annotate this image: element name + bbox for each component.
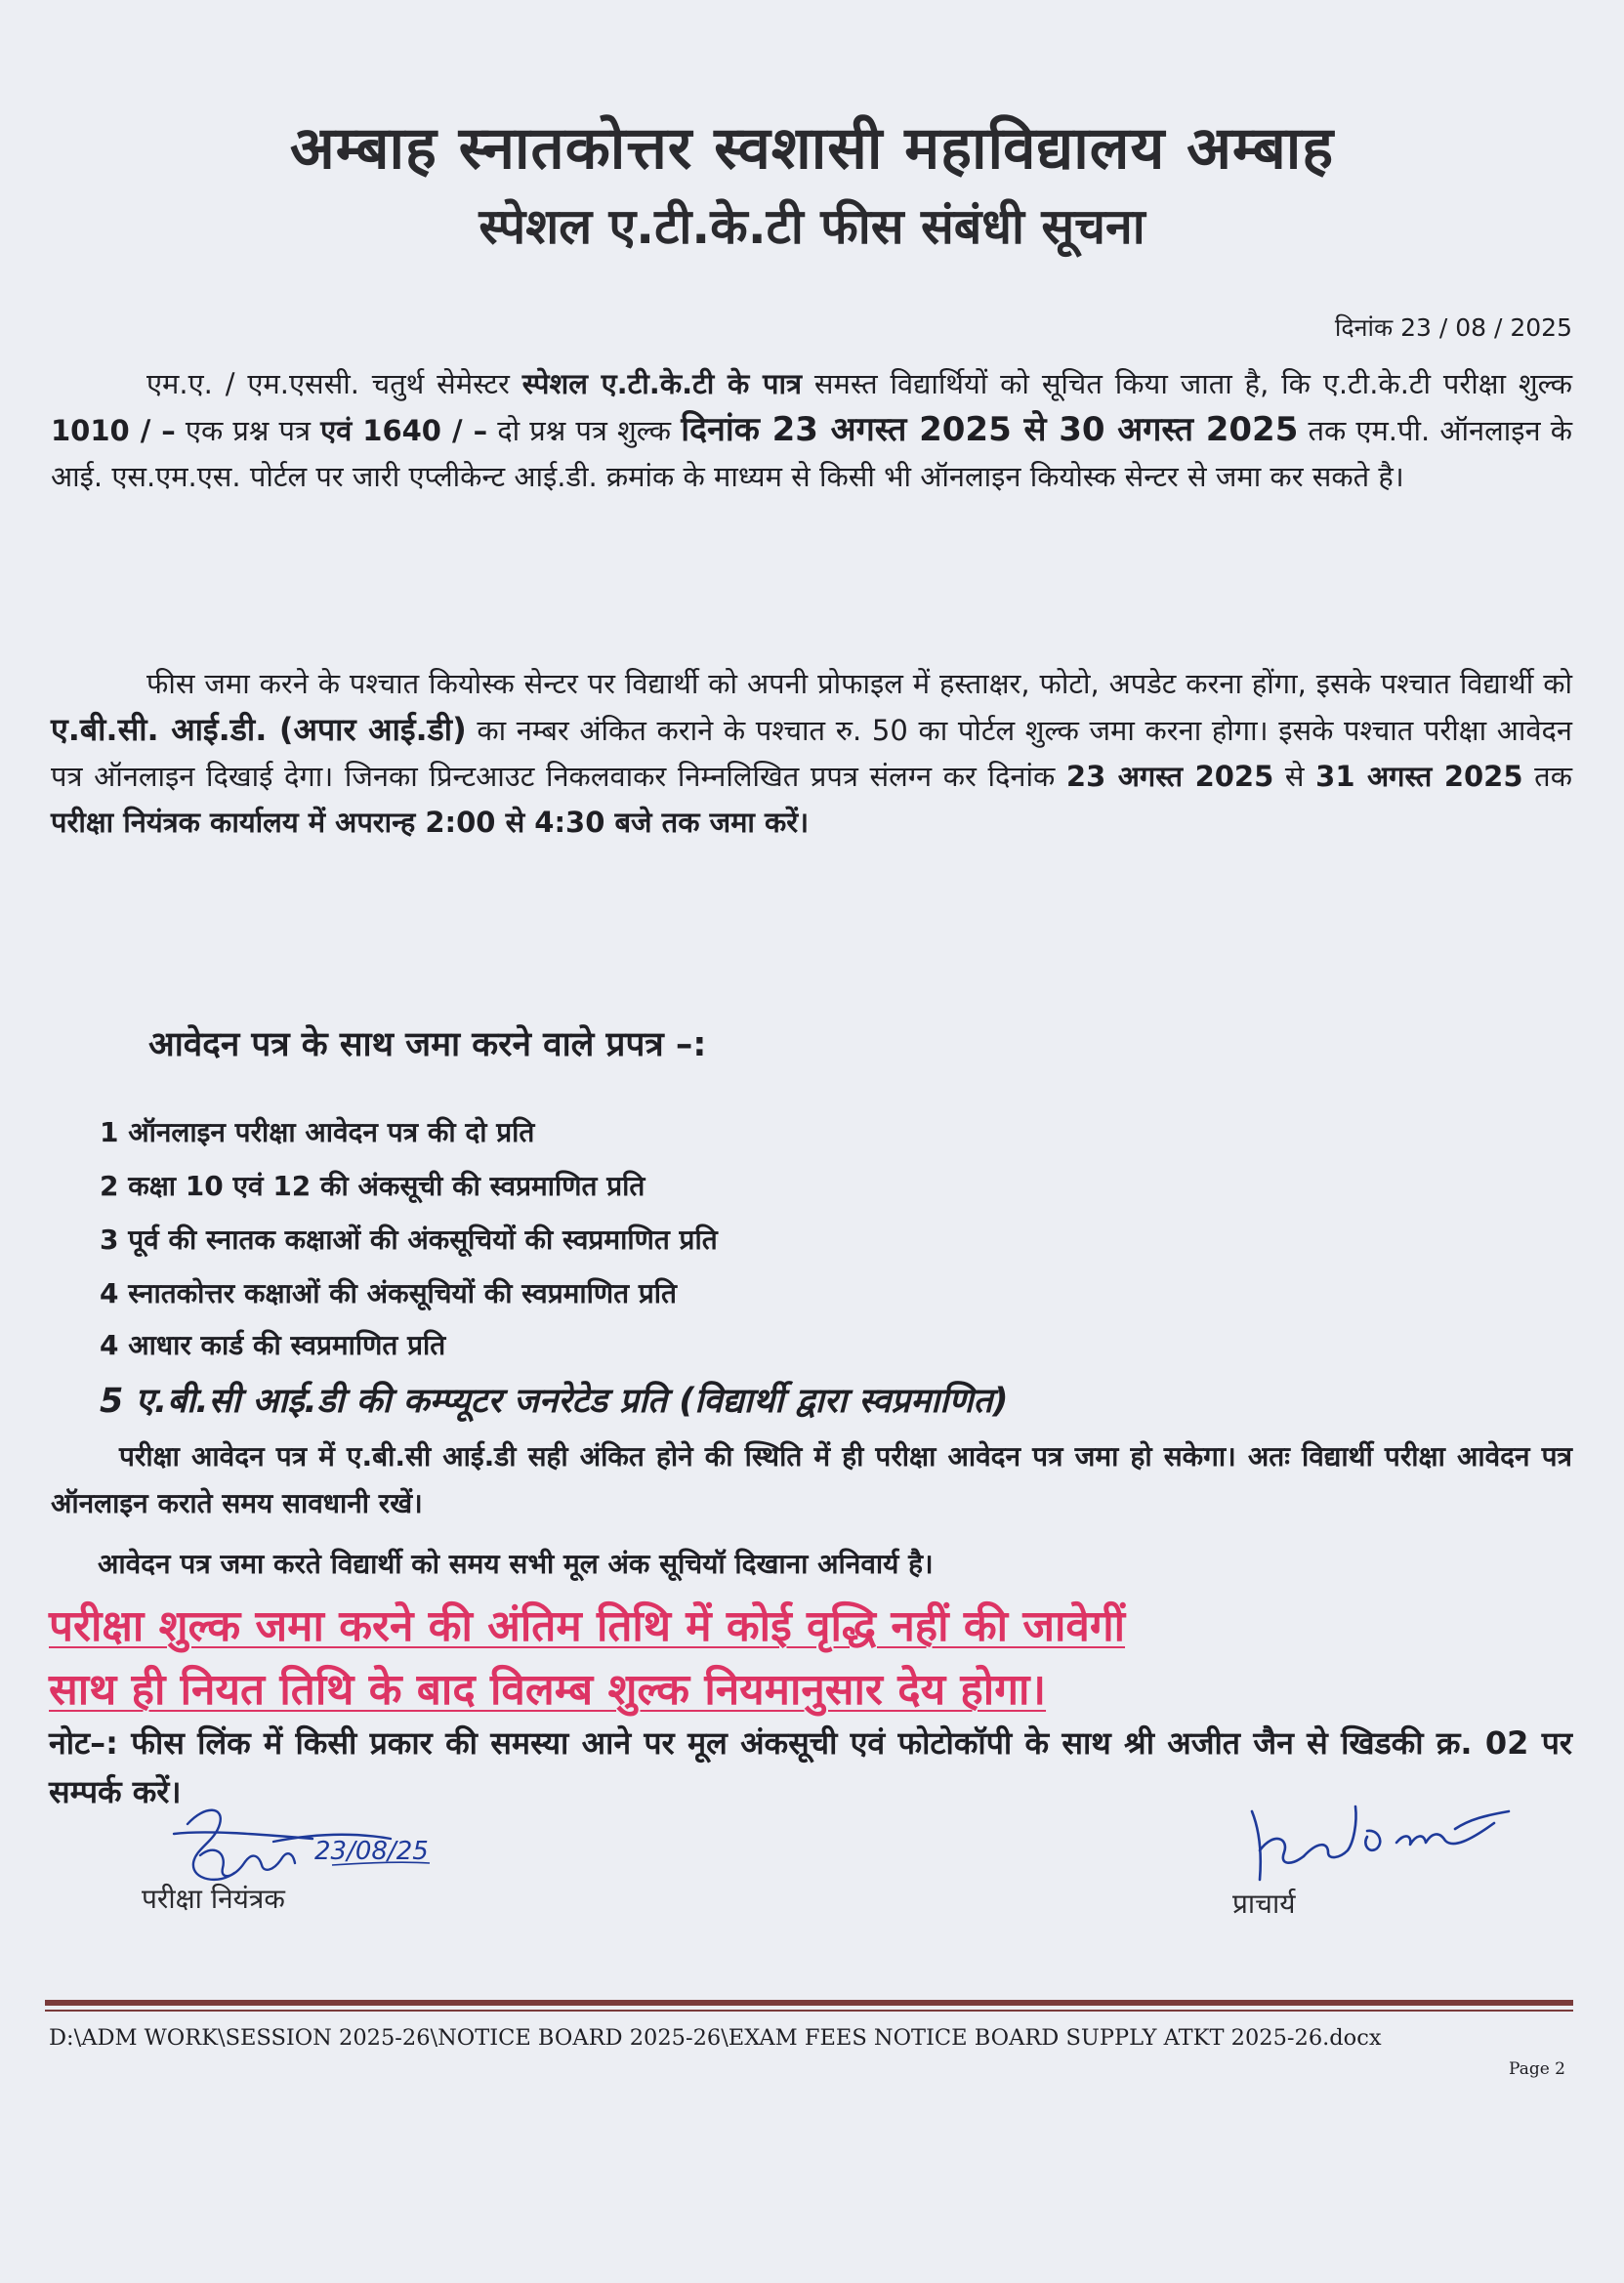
college-name: अम्बाह स्नातकोत्तर स्वशासी महाविद्यालय अम्बाह xyxy=(289,114,1335,183)
note: नोट–: फीस लिंक में किसी प्रकार की समस्या आने पर मूल अंकसूची एवं फोटोकॉपी के साथ श्री अजीत जैन से खिडकी क्र. 02 पर सम्पर्क करें। xyxy=(49,1724,1572,1810)
text-run: समस्त विद्यार्थियों को सूचित किया जाता है, कि ए.टी.के.टी परीक्षा शुल्क xyxy=(802,367,1572,400)
signature-date: 23/08/25 xyxy=(314,1837,429,1866)
text-run: तक एम.पी. ऑनलाइन के आई. एस.एम.एस. पोर्टल पर जारी एप्लीकेन्ट आई.डी. क्रमांक के माध्यम से किसी भी ऑनलाइन कियोस्क सेन्टर से जमा कर सकते है। xyxy=(51,414,1572,493)
text-run: का नम्बर अंकित कराने के पश्चात रु. 50 का पोर्टल शुल्क जमा करना होगा। इसके पश्चात परीक्षा आवेदन पत्र ऑनलाइन दिखाई देगा। जिनका प्रिन्टआउट निकलवाकर निम्नलिखित प्रपत्र संलग्न कर दिनांक xyxy=(51,714,1572,793)
submission-end-date: 31 अगस्त 2025 xyxy=(1315,760,1523,793)
footer-divider-thin xyxy=(45,2010,1573,2012)
deadline-warning-line-2: साथ ही नियत तिथि के बाद विलम्ब शुल्क नियमानुसार देय होगा। xyxy=(49,1665,1047,1715)
text-run-bold: स्पेशल ए.टी.के.टी के पात्र xyxy=(521,367,802,400)
submission-place-time: परीक्षा नियंत्रक कार्यालय में अपरान्ह 2:00 से 4:30 बजे तक जमा करें। xyxy=(51,806,810,839)
document-item: 2 कक्षा 10 एवं 12 की अंकसूची की स्वप्रमाणित प्रति xyxy=(100,1170,645,1202)
text-run: दो प्रश्न पत्र शुल्क xyxy=(487,414,682,447)
text-run: तक xyxy=(1522,760,1572,793)
paragraph-process-info xyxy=(51,661,1572,846)
exam-controller-label: परीक्षा नियंत्रक xyxy=(142,1883,285,1915)
notice-title: स्पेशल ए.टी.के.टी फीस संबंधी सूचना xyxy=(479,198,1145,255)
fee-date-range: दिनांक 23 अगस्त 2025 से 30 अगस्त 2025 xyxy=(681,410,1299,449)
document-item: 4 स्नातकोत्तर कक्षाओं की अंकसूचियों की स्वप्रमाणित प्रति xyxy=(100,1277,678,1309)
abc-id-text: ए.बी.सी. आई.डी. (अपार आई.डी) xyxy=(51,711,467,748)
documents-heading: आवेदन पत्र के साथ जमा करने वाले प्रपत्र –: xyxy=(148,1025,707,1064)
principal-label: प्राचार्य xyxy=(1232,1888,1296,1920)
footer-divider xyxy=(45,2000,1573,2006)
text-run: से xyxy=(1273,760,1316,793)
paragraph-abc-id-warning: परीक्षा आवेदन पत्र में ए.बी.सी आई.डी सही अंकित होने की स्थिति में ही परीक्षा आवेदन पत्र जमा हो सकेगा। अतः विद्यार्थी परीक्षा आवेदन पत्र ऑनलाइन कराते समय सावधानी रखें। xyxy=(51,1440,1572,1519)
paragraph-fee-info xyxy=(51,361,1572,500)
footer-page-number: Page 2 xyxy=(1509,2059,1565,2079)
document-item: 4 आधार कार्ड की स्वप्रमाणित प्रति xyxy=(100,1329,446,1361)
fee-two-papers: एवं 1640 / – xyxy=(320,414,488,447)
submission-start-date: 23 अगस्त 2025 xyxy=(1065,760,1274,793)
document-item: 1 ऑनलाइन परीक्षा आवेदन पत्र की दो प्रति xyxy=(100,1116,535,1148)
deadline-warning-line-1: परीक्षा शुल्क जमा करने की अंतिम तिथि में कोई वृद्धि नहीं की जावेगीं xyxy=(49,1601,1126,1651)
document-item: 3 पूर्व की स्नातक कक्षाओं की अंकसूचियों की स्वप्रमाणित प्रति xyxy=(100,1224,718,1256)
fee-one-paper: 1010 / – xyxy=(51,414,176,447)
document-item: 5 ए.बी.सी आई.डी की कम्प्यूटर जनरेटेड प्रति (विद्यार्थी द्वारा स्वप्रमाणित) xyxy=(100,1382,1009,1421)
paragraph-original-marksheets: आवेदन पत्र जमा करते विद्यार्थी को समय सभी मूल अंक सूचियॉ दिखाना अनिवार्य है। xyxy=(98,1548,934,1580)
text-run: फीस जमा करने के पश्चात कियोस्क सेन्टर पर विद्यार्थी को अपनी प्रोफाइल में हस्ताक्षर, फोटो, अपडेट करना होंगा, इसके पश्चात विद्यार्थी को xyxy=(146,667,1572,700)
principal-signature xyxy=(1230,1772,1533,1899)
notice-date: दिनांक 23 / 08 / 2025 xyxy=(1334,313,1572,342)
footer-file-path: D:\ADM WORK\SESSION 2025-26\NOTICE BOARD 2025-26\EXAM FEES NOTICE BOARD SUPPLY ATKT 2025-26.docx xyxy=(49,2025,1382,2051)
text-run: एक प्रश्न पत्र xyxy=(175,414,321,447)
text-run: एम.ए. / एम.एससी. चतुर्थ सेमेस्टर xyxy=(146,367,522,400)
